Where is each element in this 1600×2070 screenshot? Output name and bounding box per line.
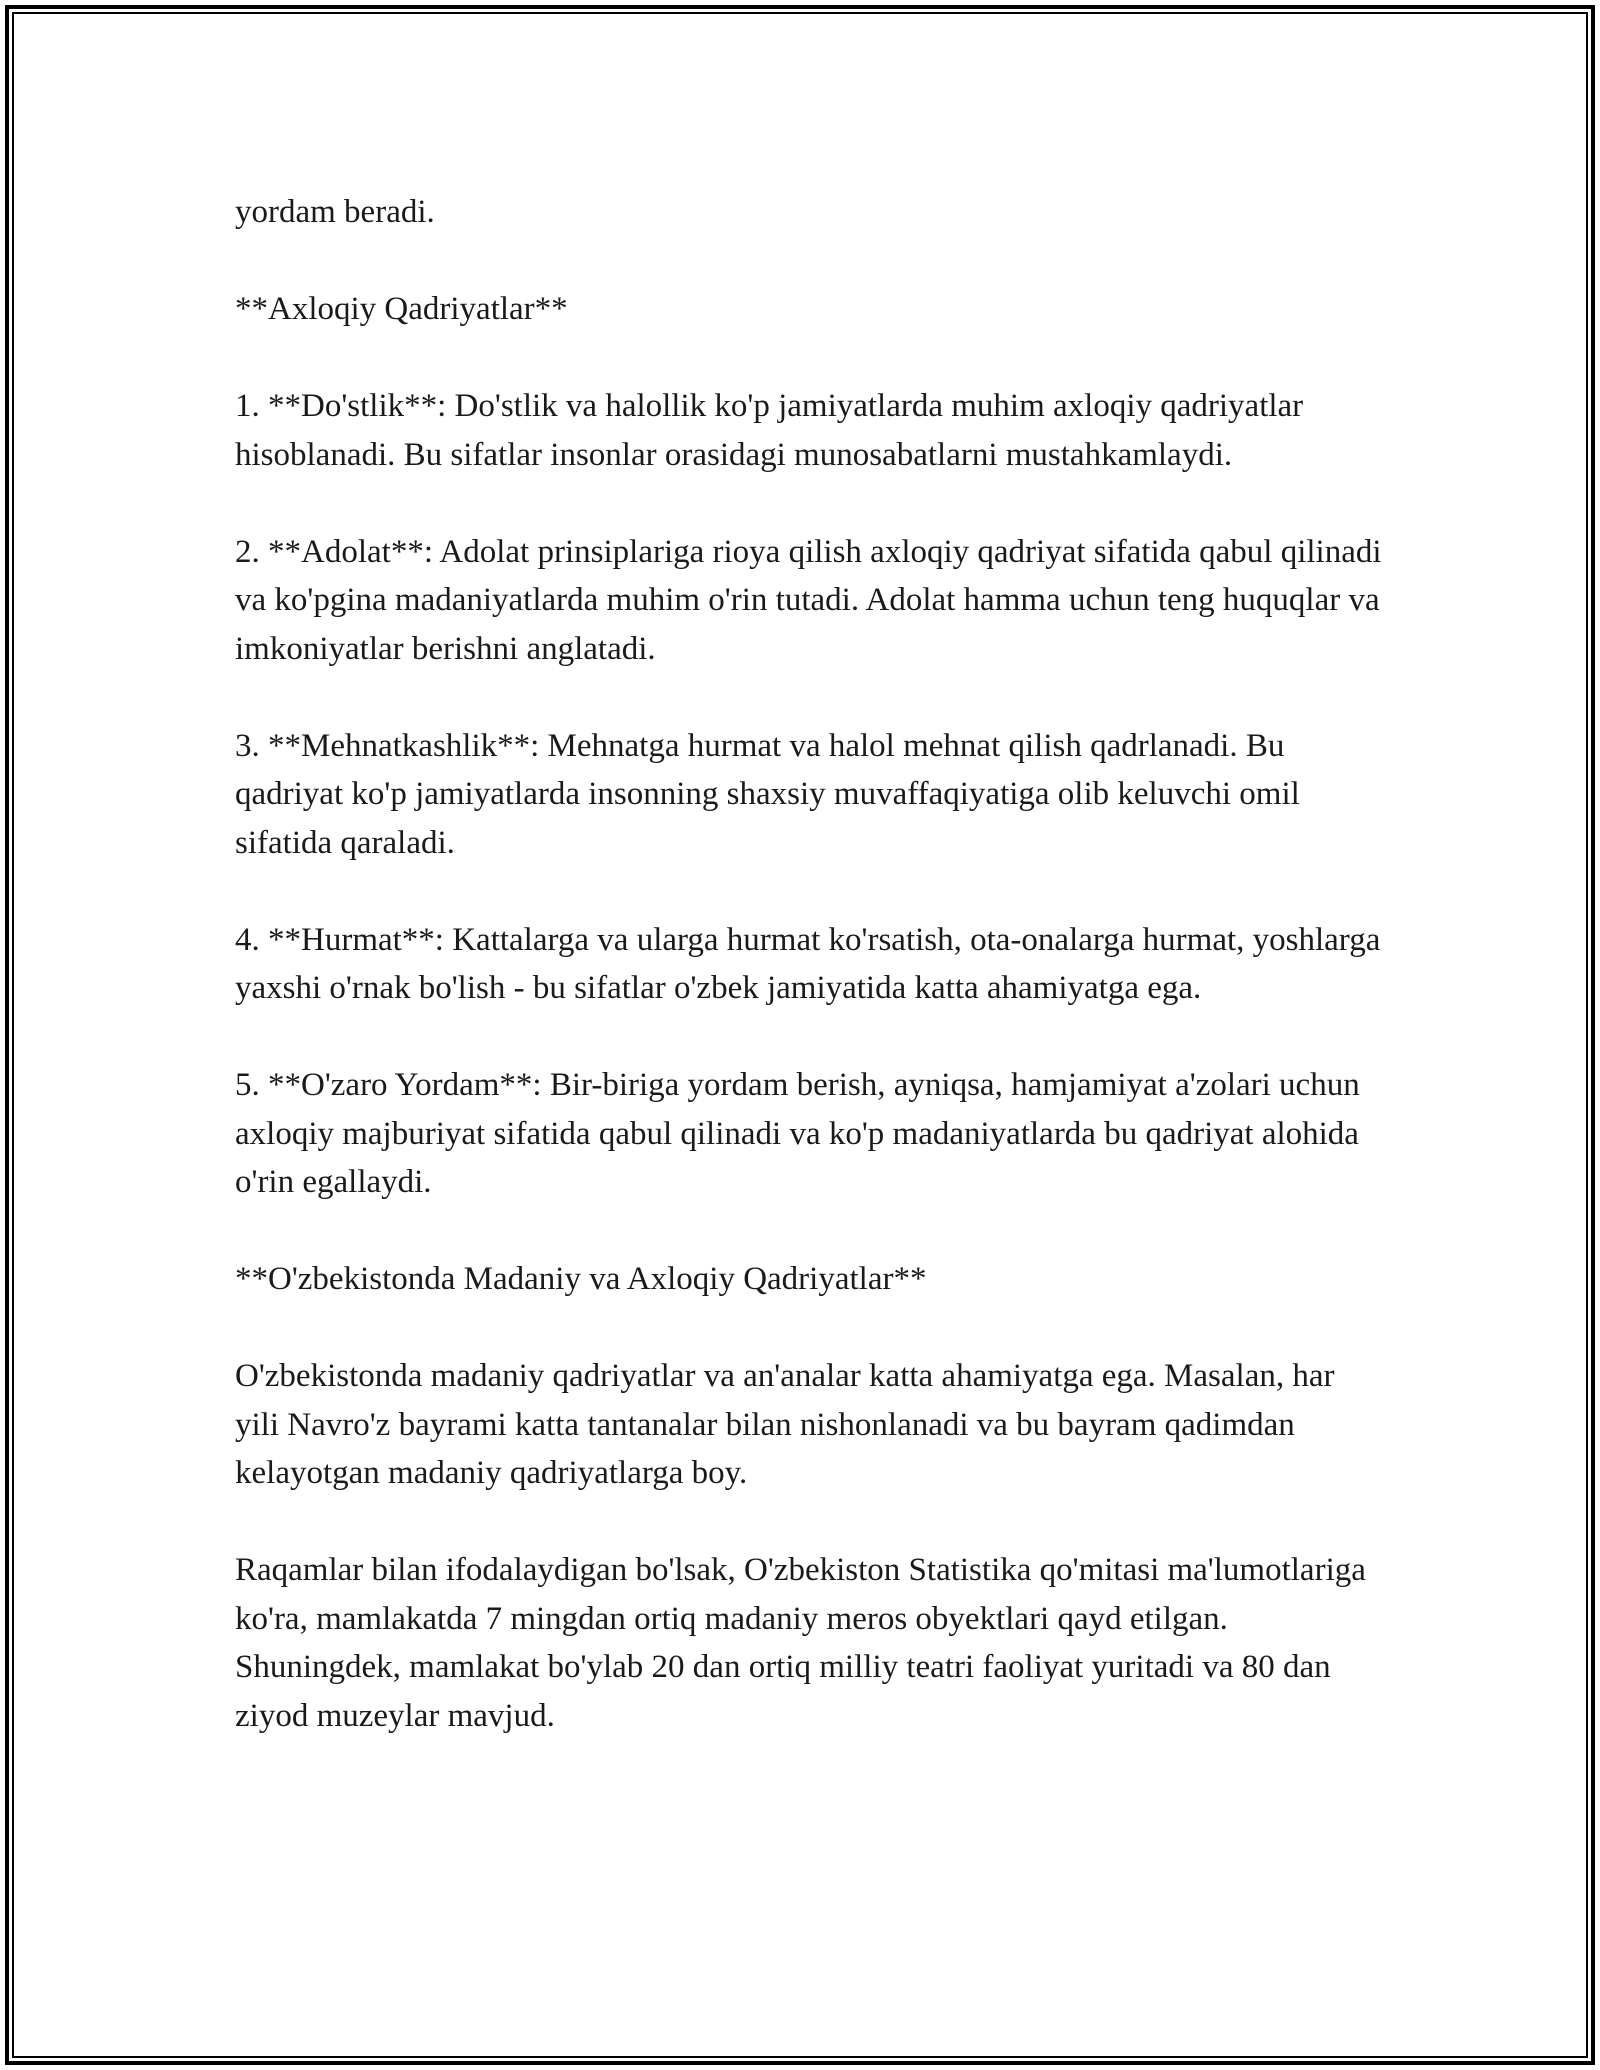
list-item-friendship: 1. **Do'stlik**: Do'stlik va halollik ko'p jamiyatlarda muhim axloqiy qadriyatlar hisoblanadi. Bu sifatlar insonlar orasidagi munosabatlarni mustahkamlaydi.: [235, 388, 1304, 473]
document-body: [235, 188, 1385, 1740]
section-heading-uzbekistan-values: **O'zbekistonda Madaniy va Axloqiy Qadriyatlar**: [235, 1261, 927, 1297]
paragraph-continuation: yordam beradi.: [235, 194, 435, 230]
paragraph-navruz: O'zbekistonda madaniy qadriyatlar va an'analar katta ahamiyatga ega. Masalan, har yili Navro'z bayrami katta tantanalar bilan nishonlanadi va bu bayram qadimdan kelayotgan madaniy qadriyatlarga boy.: [235, 1358, 1335, 1491]
list-item-diligence: 3. **Mehnatkashlik**: Mehnatga hurmat va halol mehnat qilish qadrlanadi. Bu qadriyat ko'p jamiyatlarda insonning shaxsiy muvaffaqiyatiga olib keluvchi omil sifatida qaraladi.: [235, 727, 1300, 861]
list-item-respect: 4. **Hurmat**: Kattalarga va ularga hurmat ko'rsatish, ota-onalarga hurmat, yoshlarga yaxshi o'rnak bo'lish - bu sifatlar o'zbek jamiyatida katta ahamiyatga ega.: [235, 921, 1381, 1006]
section-heading-ethical-values: **Axloqiy Qadriyatlar**: [235, 291, 568, 327]
paragraph-statistics: Raqamlar bilan ifodalaydigan bo'lsak, O'zbekiston Statistika qo'mitasi ma'lumotlariga ko'ra, mamlakatda 7 mingdan ortiq madaniy meros obyektlari qayd etilgan. Shuningdek, mamlakat bo'ylab 20 dan ortiq milliy teatri faoliyat yuritadi va 80 dan ziyod muzeylar mavjud.: [235, 1552, 1366, 1734]
list-item-justice: 2. **Adolat**: Adolat prinsiplariga rioya qilish axloqiy qadriyat sifatida qabul qilinadi va ko'pgina madaniyatlarda muhim o'rin tutadi. Adolat hamma uchun teng huquqlar va imkoniyatlar berishni anglatadi.: [235, 533, 1382, 667]
list-item-mutual-help: 5. **O'zaro Yordam**: Bir-biriga yordam berish, ayniqsa, hamjamiyat a'zolari uchun axloqiy majburiyat sifatida qabul qilinadi va ko'p madaniyatlarda bu qadriyat alohida o'rin egallaydi.: [235, 1067, 1360, 1200]
